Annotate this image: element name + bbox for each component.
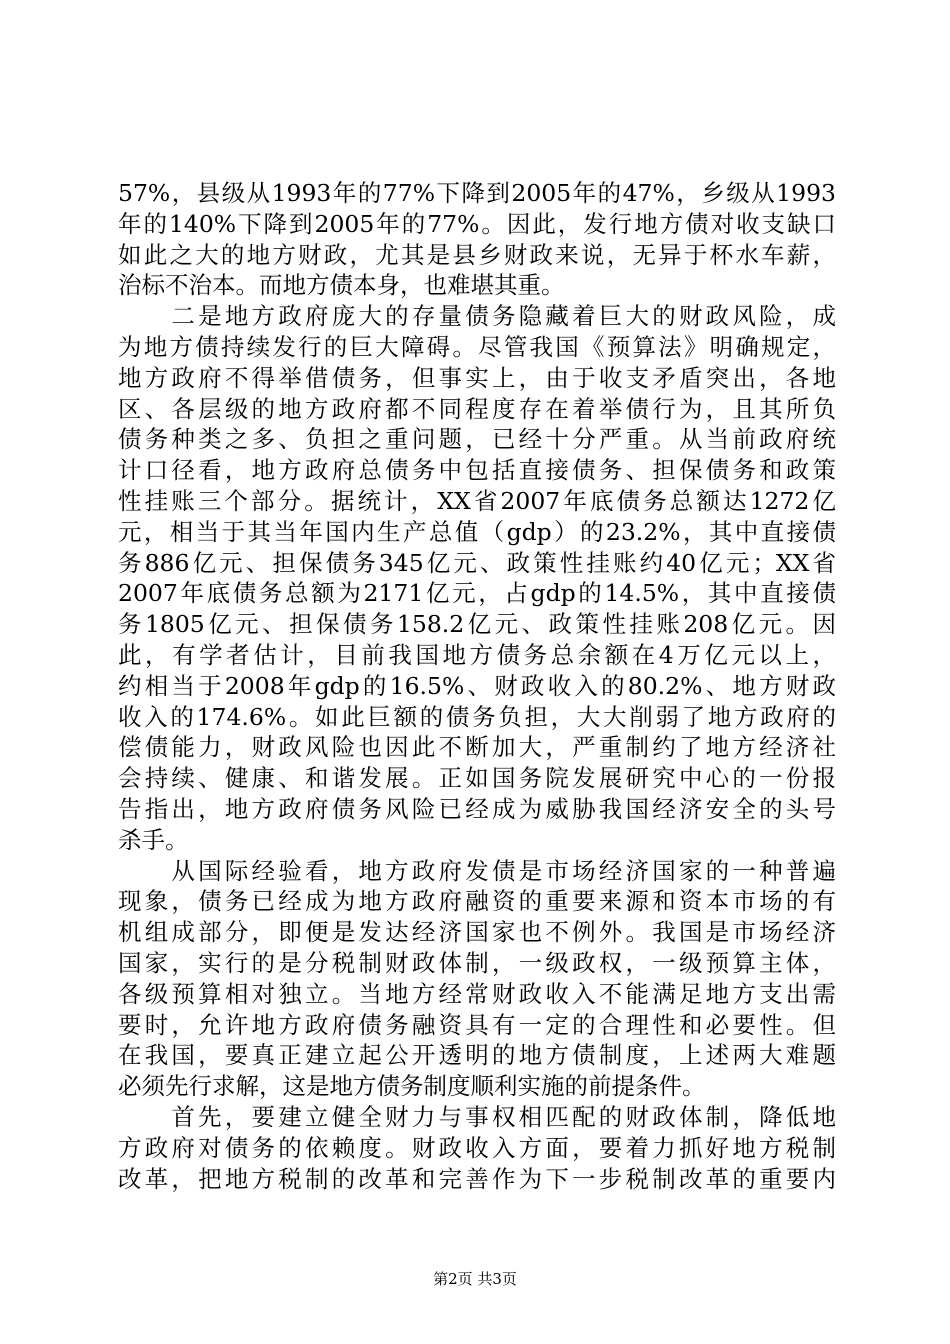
text-line: 此，有学者估计，目前我国地方债务总余额在4万亿元以上， (118, 640, 836, 669)
text-line: 各级预算相对独立。当地方经常财政收入不能满足地方支出需 (118, 979, 836, 1008)
text-line: 如此之大的地方财政，尤其是县乡财政来说，无异于杯水车薪， (118, 240, 836, 269)
text-line: 为地方债持续发行的巨大障碍。尽管我国《预算法》明确规定， (118, 332, 836, 361)
text-line: 务1805亿元、担保债务158.2亿元、政策性挂账208亿元。因 (118, 610, 836, 639)
text-line: 年的140%下降到2005年的77%。因此，发行地方债对收支缺口 (118, 209, 836, 238)
text-line: 57%，县级从1993年的77%下降到2005年的47%，乡级从1993 (118, 179, 836, 207)
text-line: 债务种类之多、负担之重问题，已经十分严重。从当前政府统 (118, 425, 836, 454)
text-line: 现象，债务已经成为地方政府融资的重要来源和资本市场的有 (118, 887, 836, 916)
text-line: 地方政府不得举借债务，但事实上，由于收支矛盾突出，各地 (118, 363, 836, 392)
text-line: 告指出，地方政府债务风险已经成为威胁我国经济安全的头号 (118, 794, 836, 823)
text-line: 从国际经验看，地方政府发债是市场经济国家的一种普遍 (118, 856, 836, 885)
text-line: 方政府对债务的依赖度。财政收入方面，要着力抓好地方税制 (118, 1133, 836, 1162)
text-line: 性挂账三个部分。据统计，XX省2007年底债务总额达1272亿 (118, 486, 836, 515)
text-line: 改革，把地方税制的改革和完善作为下一步税制改革的重要内 (118, 1164, 836, 1193)
text-line: 在我国，要真正建立起公开透明的地方债制度，上述两大难题 (118, 1041, 836, 1070)
text-line: 偿债能力，财政风险也因此不断加大，严重制约了地方经济社 (118, 733, 836, 762)
page-footer: 第2页 共3页 (433, 1270, 517, 1288)
text-line: 治标不治本。而地方债本身，也难堪其重。 (118, 271, 565, 300)
text-line: 务886亿元、担保债务345亿元、政策性挂账约40亿元；XX省 (118, 548, 836, 577)
text-line: 必须先行求解，这是地方债务制度顺利实施的前提条件。 (118, 1072, 706, 1101)
text-line: 收入的174.6%。如此巨额的债务负担，大大削弱了地方政府的 (118, 702, 836, 731)
text-line: 要时，允许地方政府债务融资具有一定的合理性和必要性。但 (118, 1010, 836, 1039)
text-line: 杀手。 (118, 825, 189, 854)
body-text (118, 178, 836, 1194)
text-line: 约相当于2008年gdp的16.5%、财政收入的80.2%、地方财政 (118, 671, 836, 700)
text-line: 2007年底债务总额为2171亿元，占gdp的14.5%，其中直接债 (118, 579, 836, 608)
text-line: 机组成部分，即便是发达经济国家也不例外。我国是市场经济 (118, 918, 836, 947)
text-line: 区、各层级的地方政府都不同程度存在着举债行为，且其所负 (118, 394, 836, 423)
text-line: 会持续、健康、和谐发展。正如国务院发展研究中心的一份报 (118, 764, 836, 793)
text-line: 计口径看，地方政府总债务中包括直接债务、担保债务和政策 (118, 456, 836, 485)
text-line: 二是地方政府庞大的存量债务隐藏着巨大的财政风险，成 (118, 302, 836, 331)
text-line: 元，相当于其当年国内生产总值（gdp）的23.2%，其中直接债 (118, 517, 836, 546)
text-line: 国家，实行的是分税制财政体制，一级政权，一级预算主体， (118, 948, 836, 977)
text-line: 首先，要建立健全财力与事权相匹配的财政体制，降低地 (118, 1102, 836, 1131)
